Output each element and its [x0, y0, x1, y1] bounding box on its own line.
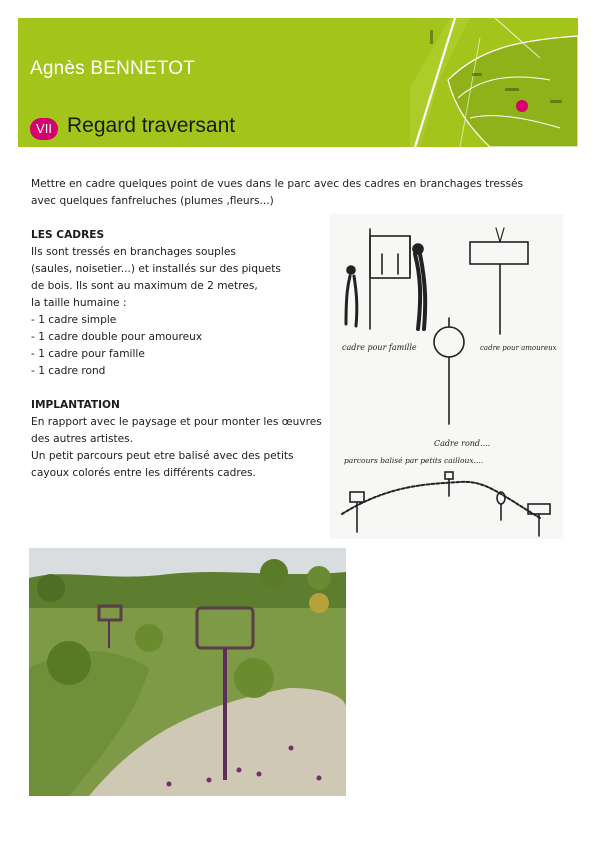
park-location-map: [410, 18, 578, 147]
frames-sketch: [330, 214, 563, 539]
implantation-line: des autres artistes.: [31, 433, 134, 445]
sketch-label-amoureux: cadre pour amoureux: [480, 344, 557, 352]
sketch-label-rond: Cadre rond....: [434, 439, 491, 448]
cadres-line: Ils sont tressés en branchages souples: [31, 246, 236, 258]
cadres-line: de bois. Ils sont au maximum de 2 metres,: [31, 280, 258, 292]
chapter-title: Regard traversant: [67, 114, 236, 137]
implantation-heading: IMPLANTATION: [31, 399, 120, 411]
cadres-line: - 1 cadre simple: [31, 314, 117, 326]
location-marker: [516, 100, 528, 112]
cadres-line: - 1 cadre double pour amoureux: [31, 331, 203, 343]
implantation-line: cayoux colorés entre les différents cadres.: [31, 467, 256, 479]
round-frame-sketch: [434, 327, 464, 357]
simple-frame-sketch: [470, 242, 528, 264]
sketch-label-famille: cadre pour famille: [342, 343, 417, 352]
header-banner: [18, 18, 578, 147]
cadres-heading: LES CADRES: [31, 229, 105, 241]
sketch-label-parcours: parcours balisé par petits cailloux....: [344, 456, 484, 465]
implantation-line: Un petit parcours peut etre balisé avec des petits: [31, 450, 294, 462]
implantation-line: En rapport avec le paysage et pour monter les œuvres: [31, 416, 322, 428]
cadres-line: (saules, noisetier...) et installés sur des piquets: [31, 263, 281, 275]
author-name: Agnès BENNETOT: [30, 58, 196, 79]
cadres-line: - 1 cadre pour famille: [31, 348, 145, 360]
double-frame-sketch: [370, 236, 410, 278]
cadres-line: la taille humaine :: [31, 297, 127, 309]
chapter-number-badge: VII: [30, 118, 58, 140]
intro-paragraph: Mettre en cadre quelques point de vues dans le parc avec des cadres en branchages tressés avec quelques fanfreluches (plumes ,fleurs...): [31, 178, 524, 207]
cadres-line: - 1 cadre rond: [31, 365, 106, 377]
park-photo: [29, 548, 346, 796]
